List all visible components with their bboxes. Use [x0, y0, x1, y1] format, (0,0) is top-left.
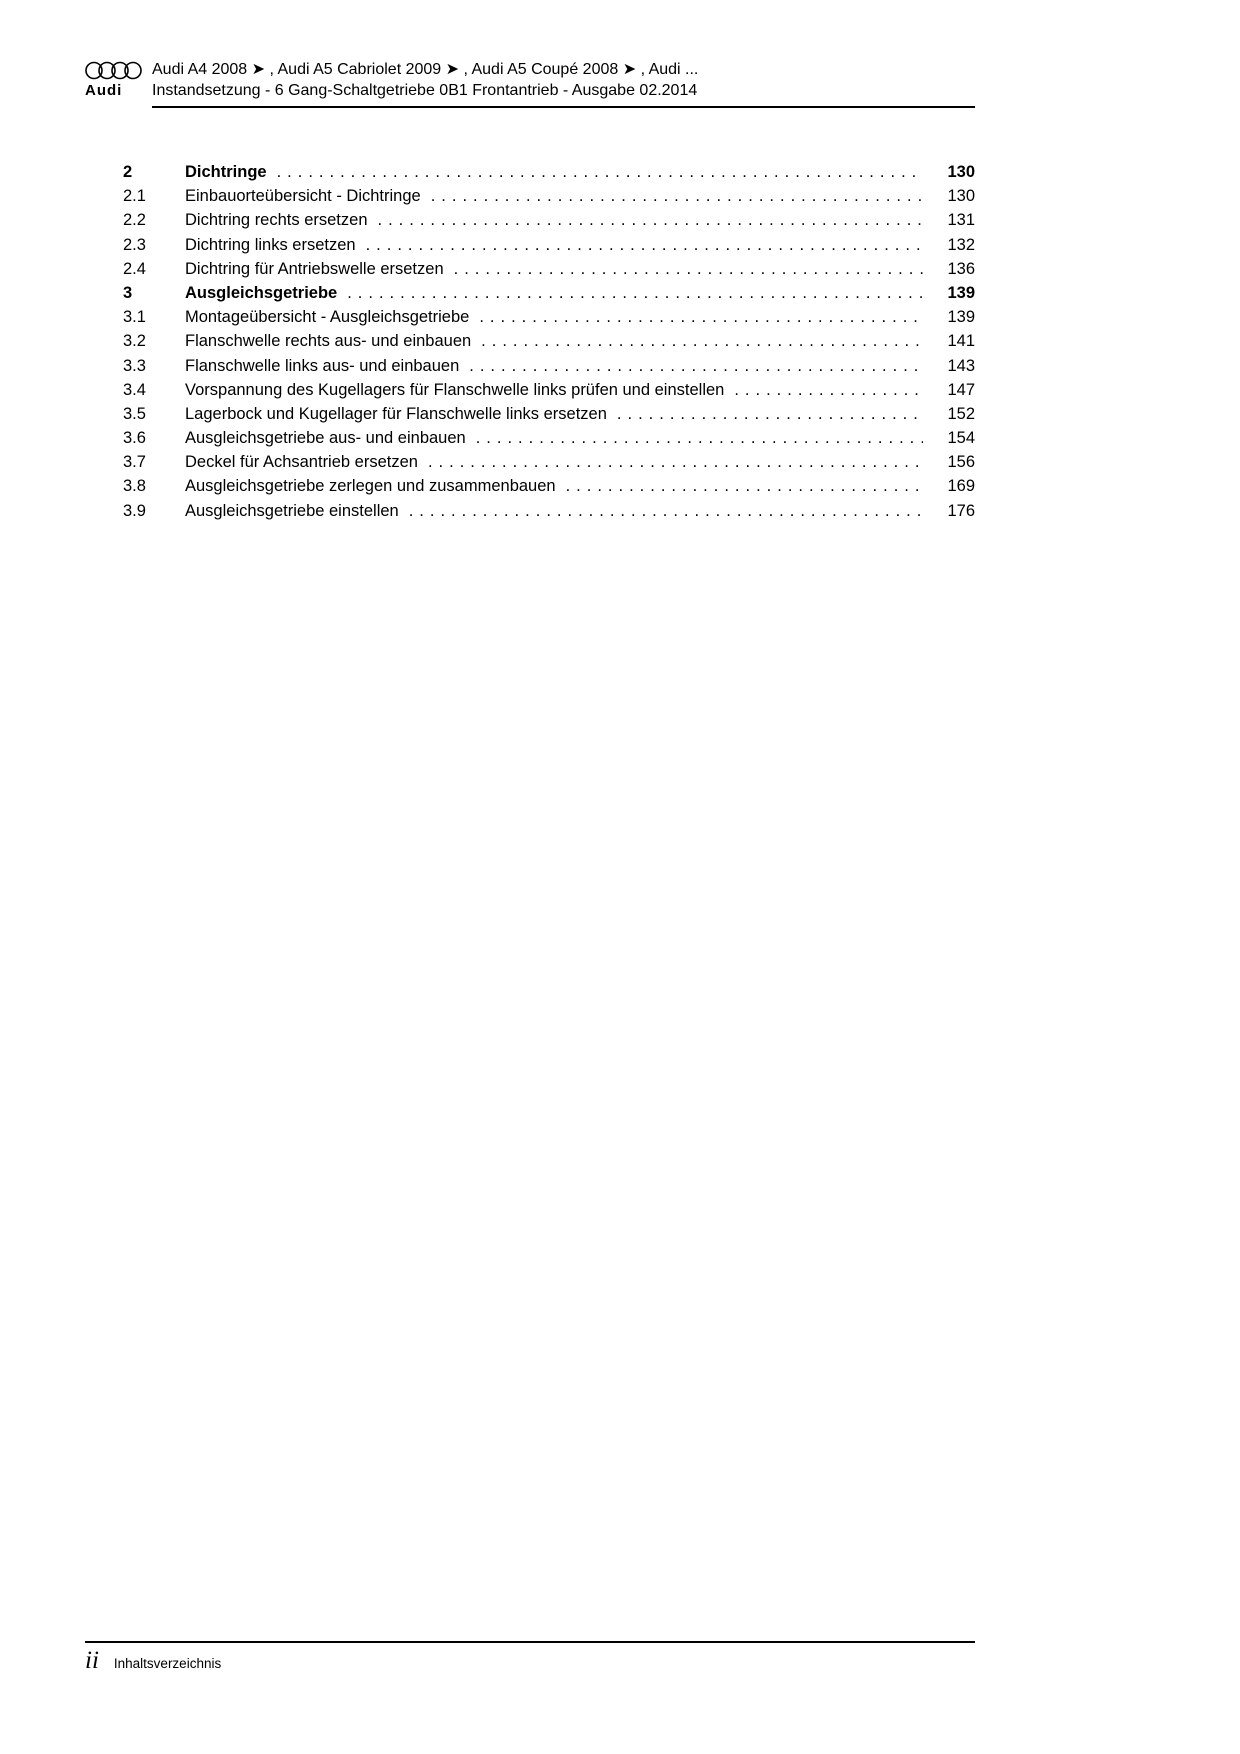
toc-entry-number: 3.1 — [123, 308, 146, 327]
leader-dots — [378, 208, 924, 232]
toc-entry-title: Montageübersicht - Ausgleichsgetriebe — [185, 308, 470, 327]
toc-entry-page: 130 — [947, 163, 975, 181]
leader-dots — [476, 426, 923, 450]
header-rule — [152, 106, 975, 108]
toc-entry-number: 2.4 — [123, 259, 146, 278]
leader-dots — [481, 329, 923, 353]
toc-entry-page: 136 — [947, 259, 975, 278]
toc-entry-title: Lagerbock und Kugellager für Flanschwelle links ersetzen — [185, 404, 607, 423]
toc-entry — [123, 208, 975, 232]
toc-entry-number: 3.5 — [123, 404, 146, 423]
toc-entry-title: Dichtring links ersetzen — [185, 235, 356, 254]
toc-entry — [123, 499, 975, 523]
toc-entry-title: Flanschwelle links aus- und einbauen — [185, 356, 460, 375]
toc-entry — [123, 257, 975, 281]
leader-dots — [277, 160, 923, 184]
toc-entry-number: 3 — [123, 283, 133, 302]
toc-entry-number: 3.2 — [123, 332, 146, 351]
toc-entry-title: Einbauorteübersicht - Dichtringe — [185, 187, 421, 206]
toc-entry-page: 176 — [947, 501, 975, 520]
toc-entry-number: 3.9 — [123, 501, 146, 520]
toc-entry-page: 154 — [947, 429, 975, 448]
toc-entry-page: 131 — [947, 211, 975, 230]
toc-entry-title: Ausgleichsgetriebe zerlegen und zusammenbauen — [185, 477, 556, 496]
toc-entry — [123, 474, 975, 498]
toc-entry-title: Flanschwelle rechts aus- und einbauen — [185, 332, 472, 351]
page-footer — [85, 1641, 975, 1673]
toc-entry-title: Deckel für Achsantrieb ersetzen — [185, 453, 418, 472]
toc-entry-page: 143 — [947, 356, 975, 375]
audi-rings-icon — [85, 60, 143, 81]
footer-section-label: Inhaltsverzeichnis — [113, 1656, 222, 1671]
toc-entry — [123, 184, 975, 208]
toc-entry-number: 3.7 — [123, 453, 146, 472]
toc-entry-title: Ausgleichsgetriebe einstellen — [185, 501, 399, 520]
toc-entry — [123, 281, 975, 305]
toc-entry — [123, 329, 975, 353]
toc-entry-number: 3.4 — [123, 380, 146, 399]
header-text — [152, 58, 698, 101]
toc-entry-page: 147 — [947, 380, 975, 399]
toc-entry — [123, 305, 975, 329]
toc-entry — [123, 160, 975, 184]
leader-dots — [431, 184, 923, 208]
leader-dots — [366, 233, 923, 257]
toc-entry-page: 139 — [947, 283, 975, 302]
toc-entry-title: Ausgleichsgetriebe — [185, 283, 338, 302]
toc-entry — [123, 426, 975, 450]
toc-entry — [123, 354, 975, 378]
toc-entry — [123, 378, 975, 402]
toc-entry-title: Vorspannung des Kugellagers für Flanschwelle links prüfen und einstellen — [185, 380, 725, 399]
toc-entry — [123, 233, 975, 257]
toc-entry-title: Dichtring rechts ersetzen — [185, 211, 368, 230]
leader-dots — [734, 378, 923, 402]
toc-entry-page: 156 — [947, 453, 975, 472]
leader-dots — [428, 450, 923, 474]
toc-entry-page: 139 — [947, 308, 975, 327]
toc-entry-number: 2 — [123, 163, 133, 181]
audi-wordmark: Audi — [85, 82, 123, 99]
leader-dots — [409, 499, 923, 523]
leader-dots — [454, 257, 923, 281]
header-line2: Instandsetzung - 6 Gang-Schaltgetriebe 0B1 Frontantrieb - Ausgabe 02.2014 — [152, 82, 698, 99]
toc-entry-title: Dichtringe — [185, 163, 267, 181]
toc-entry — [123, 450, 975, 474]
page-number: ii — [85, 1647, 99, 1674]
toc-entry-page: 169 — [947, 477, 975, 496]
toc-entry-page: 152 — [947, 404, 975, 423]
page-header — [85, 58, 975, 101]
leader-dots — [566, 474, 923, 498]
toc-entry-number: 3.8 — [123, 477, 146, 496]
toc-entry-number: 3.6 — [123, 429, 146, 448]
toc-entry-title: Ausgleichsgetriebe aus- und einbauen — [185, 429, 466, 448]
toc-entry-page: 141 — [947, 332, 975, 351]
toc-entry-number: 3.3 — [123, 356, 146, 375]
header-line1: Audi A4 2008 ➤ , Audi A5 Cabriolet 2009 ➤ , Audi A5 Coupé 2008 ➤ , Audi ... — [152, 61, 699, 78]
toc-entry-page: 132 — [947, 235, 975, 254]
leader-dots — [469, 354, 923, 378]
toc-entry-page: 130 — [947, 187, 975, 206]
toc-entry-title: Dichtring für Antriebswelle ersetzen — [185, 259, 444, 278]
leader-dots — [347, 281, 923, 305]
toc-entry-number: 2.3 — [123, 235, 146, 254]
leader-dots — [617, 402, 923, 426]
leader-dots — [479, 305, 923, 329]
toc-list — [123, 160, 975, 523]
toc-entry-number: 2.2 — [123, 211, 146, 230]
audi-logo — [85, 58, 152, 99]
toc-entry-number: 2.1 — [123, 187, 146, 206]
toc-entry — [123, 402, 975, 426]
